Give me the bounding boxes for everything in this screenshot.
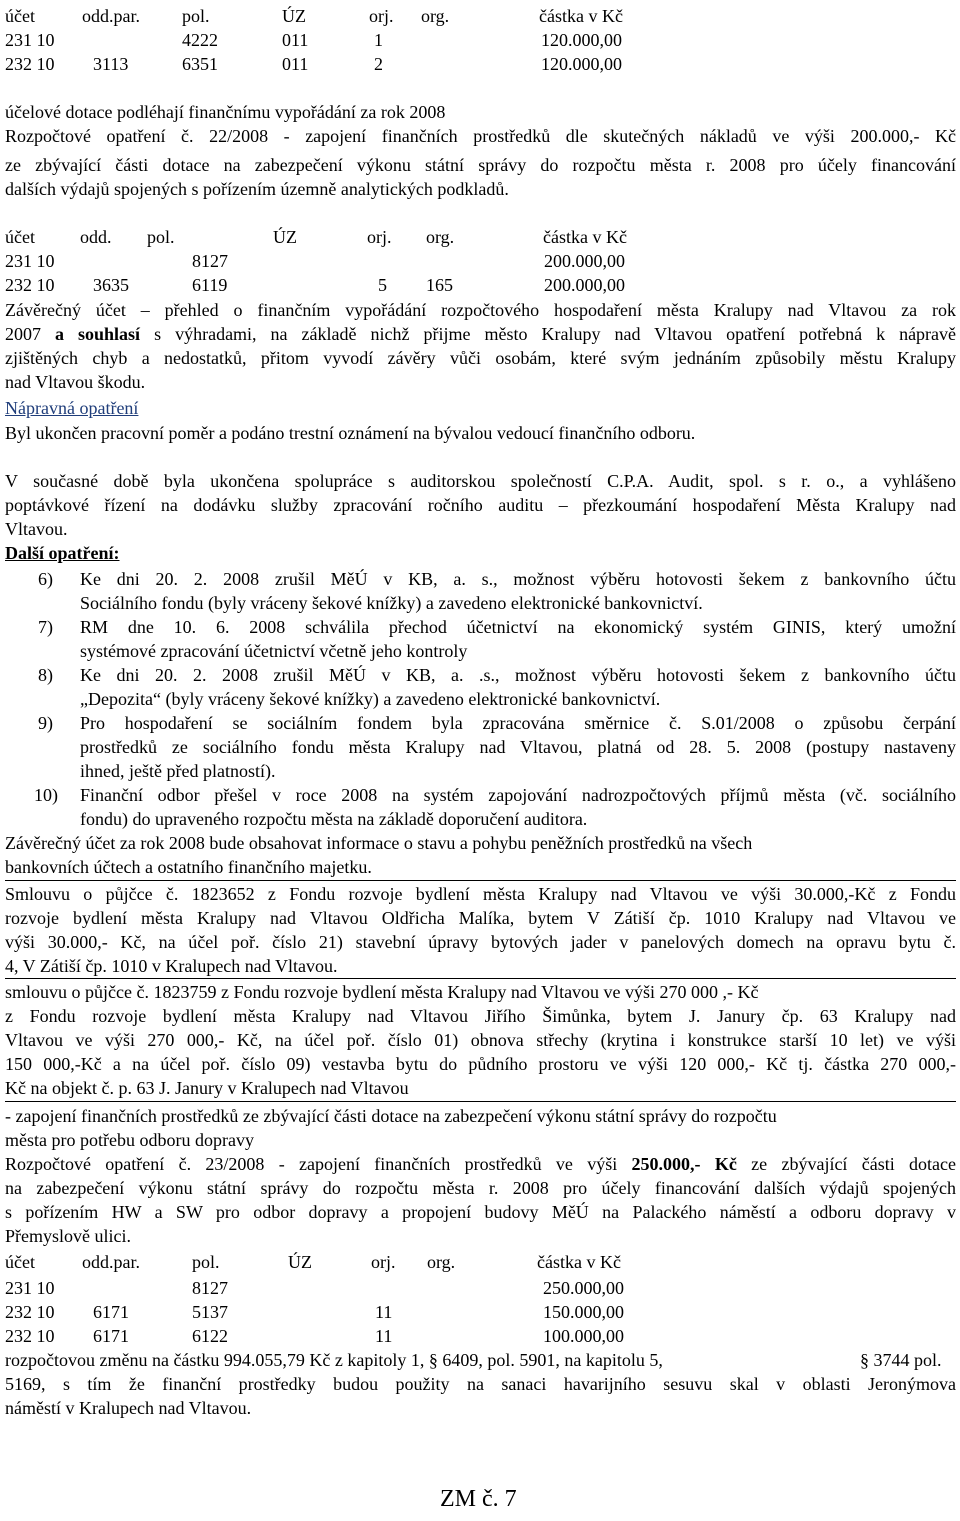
col-oddpar: odd.par. — [82, 1252, 140, 1272]
cell-castka: 250.000,00 — [543, 1278, 624, 1298]
text-line: nad Vltavou škodu. — [5, 372, 146, 392]
list-number: 9) — [38, 713, 53, 733]
cell-oddpar: 6171 — [93, 1302, 129, 1322]
list-item: Ke dni 20. 2. 2008 zrušil MěÚ v KB, a. .s., možnost výběru hotovosti šekem z bankovního účtu — [80, 665, 956, 685]
list-number: 10) — [34, 785, 58, 805]
col-castka: částka v Kč — [543, 227, 627, 247]
divider — [5, 880, 956, 881]
text-line: 5169, s tím že finanční prostředky budou použity na sanaci havarijního sesuvu skal v oblasti Jeronýmova — [5, 1374, 956, 1394]
col-castka: částka v Kč — [539, 6, 623, 26]
col-pol: pol. — [182, 6, 210, 26]
col-orj: orj. — [369, 6, 394, 26]
cell-pol: 8127 — [192, 1278, 228, 1298]
list-item: systémové zpracování účetnictví včetně jeho kontroly — [80, 641, 468, 661]
divider — [5, 978, 956, 979]
text-line: smlouvu o půjčce č. 1823759 z Fondu rozvoje bydlení města Kralupy nad Vltavou ve výši 270 000 ,- Kč — [5, 982, 759, 1002]
text-line: Přemyslově ulici. — [5, 1226, 131, 1246]
col-ucet: účet — [5, 1252, 35, 1272]
text-line: Kč na objekt č. p. 63 J. Janury v Kralupech nad Vltavou — [5, 1078, 409, 1098]
text-line: rozpočtovou změnu na částku 994.055,79 Kč z kapitoly 1, § 6409, pol. 5901, na kapitolu 5, — [5, 1350, 663, 1370]
col-uz: ÚZ — [288, 1252, 312, 1272]
cell-castka: 120.000,00 — [541, 30, 622, 50]
text-line: § 3744 pol. — [860, 1350, 942, 1370]
bold-amount: 250.000,- Kč — [631, 1154, 737, 1174]
cell-orj: 5 — [378, 275, 387, 295]
text-line: Vltavou ve výši 270 000,- Kč, na účel poř. číslo 01) obnova střechy (krytina i konstrukce starší 10 let) ve výši — [5, 1030, 956, 1050]
col-org: org. — [426, 227, 455, 247]
list-number: 6) — [38, 569, 53, 589]
list-item: Sociálního fondu (byly vráceny šekové knížky) a zavedeno elektronické bankovnictví. — [80, 593, 703, 613]
list-item: Finanční odbor přešel v roce 2008 na systém zapojování nadrozpočtových příjmů města (vč. sociálního — [80, 785, 956, 805]
col-oddpar: odd.par. — [82, 6, 140, 26]
col-castka: částka v Kč — [537, 1252, 621, 1272]
text-line: Byl ukončen pracovní poměr a podáno trestní oznámení na bývalou vedoucí finančního odboru. — [5, 423, 696, 443]
text-line: Rozpočtové opatření č. 23/2008 - zapojení finančních prostředků ve výši 250.000,- Kč ze zbývající části dotace — [5, 1154, 957, 1174]
list-item: Pro hospodaření se sociálním fondem byla zpracována směrnice č. S.01/2008 o způsobu čerpání — [80, 713, 956, 733]
text-line: 4, V Zátiší čp. 1010 v Kralupech nad Vltavou. — [5, 956, 338, 976]
text-line: Závěrečný účet za rok 2008 bude obsahovat informace o stavu a pohybu peněžních prostředků na všech — [5, 833, 753, 853]
text-line: 2007 a souhlasí s výhradami, na základě nichž přijme město Kralupy nad Vltavou opatření potřebná k nápravě — [5, 324, 957, 344]
cell-oddpar: 6171 — [93, 1326, 129, 1346]
text-line: ze zbývající části dotace na zabezpečení výkonu státní správy do rozpočtu města r. 2008 pro účely financování — [5, 155, 956, 175]
col-ucet: účet — [5, 227, 35, 247]
col-pol: pol. — [192, 1252, 220, 1272]
cell-org: 165 — [426, 275, 453, 295]
text-line: Závěrečný účet – přehled o finančním vypořádání rozpočtového hospodaření města Kralupy nad Vltavou za rok — [5, 300, 956, 320]
cell-ucet: 231 10 — [5, 1278, 55, 1298]
cell-ucet: 232 10 — [5, 275, 55, 295]
cell-castka: 100.000,00 — [543, 1326, 624, 1346]
cell-castka: 150.000,00 — [543, 1302, 624, 1322]
cell-orj: 11 — [375, 1326, 393, 1346]
text-line: účelové dotace podléhají finančnímu vypořádání za rok 2008 — [5, 102, 446, 122]
bold-text: a souhlasí — [55, 324, 141, 344]
col-uz: ÚZ — [273, 227, 297, 247]
cell-castka: 200.000,00 — [544, 251, 625, 271]
text-line: na zabezpečení výkonu státní správy do rozpočtu města r. 2008 pro účely financování dalších výdajů spojených — [5, 1178, 956, 1198]
col-org: org. — [421, 6, 450, 26]
cell-castka: 120.000,00 — [541, 54, 622, 74]
col-orj: orj. — [367, 227, 392, 247]
page-footer: ZM č. 7 — [440, 1486, 517, 1512]
text-line: 150 000,-Kč a na účel poř. číslo 09) vestavba bytu do půdního prostoru ve výši 120 000,- Kč tj. částka 270 000,- — [5, 1054, 956, 1074]
cell-pol: 6351 — [182, 54, 218, 74]
list-item: „Depozita“ (byly vráceny šekové knížky) a zavedeno elektronické bankovnictví. — [80, 689, 661, 709]
col-uz: ÚZ — [282, 6, 306, 26]
cell-uz: 011 — [282, 30, 309, 50]
text-line: - zapojení finančních prostředků ze zbývající části dotace na zabezpečení výkonu státní správy do rozpočtu — [5, 1106, 777, 1126]
cell-ucet: 231 10 — [5, 251, 55, 271]
divider — [5, 1101, 956, 1102]
text-line: výši 30.000,- Kč, na účel poř. číslo 21) stavební úpravy bytových jader v panelových domech na opravu bytu č. — [5, 932, 956, 952]
cell-oddpar: 3113 — [93, 54, 129, 74]
cell-pol: 8127 — [192, 251, 228, 271]
text-line: bankovních účtech a ostatního finančního majetku. — [5, 857, 372, 877]
text-line: města pro potřebu odboru dopravy — [5, 1130, 254, 1150]
col-org: org. — [427, 1252, 456, 1272]
cell-pol: 6119 — [192, 275, 228, 295]
section-heading: Nápravná opatření — [5, 398, 139, 418]
text-line: zjištěných chyb a nedostatků, přitom vyvodí závěry vůči osobám, které svým jednáním způsobily městu Kralupy — [5, 348, 956, 368]
text-line: rozvoje bydlení města Kralupy nad Vltavou Oldřicha Malíka, bytem V Zátiší čp. 1010 Kralupy nad Vltavou ve — [5, 908, 956, 928]
text-line: Smlouvu o půjčce č. 1823652 z Fondu rozvoje bydlení města Kralupy nad Vltavou ve výši 30.000,-Kč z Fondu — [5, 884, 956, 904]
cell-orj: 11 — [375, 1302, 393, 1322]
cell-orj: 1 — [374, 30, 383, 50]
col-orj: orj. — [371, 1252, 396, 1272]
text-line: Rozpočtové opatření č. 22/2008 - zapojení finančních prostředků dle skutečných nákladů ve výši 200.000,- Kč — [5, 126, 956, 146]
text-line: Vltavou. — [5, 519, 68, 539]
list-item: ihned, ještě před platností). — [80, 761, 276, 781]
cell-uz: 011 — [282, 54, 309, 74]
text-line: z Fondu rozvoje bydlení města Kralupy nad Vltavou Jiřího Šimůnka, bytem J. Janury čp. 63 Kralupy nad — [5, 1006, 956, 1026]
list-item: Ke dni 20. 2. 2008 zrušil MěÚ v KB, a. s., možnost výběru hotovosti šekem z bankovního účtu — [80, 569, 956, 589]
text-line: s pořízením HW a SW pro odbor dopravy a propojení budovy MěÚ na Palackého náměstí a odboru dopravy v — [5, 1202, 956, 1222]
cell-ucet: 232 10 — [5, 54, 55, 74]
list-item: prostředků ze sociálního fondu města Kralupy nad Vltavou, platná od 28. 5. 2008 (postupy nastaveny — [80, 737, 956, 757]
text-line: V současné době byla ukončena spolupráce s auditorskou společností C.P.A. Audit, spol. s r. o., a vyhlášeno — [5, 471, 956, 491]
col-pol: pol. — [147, 227, 175, 247]
cell-castka: 200.000,00 — [544, 275, 625, 295]
cell-ucet: 232 10 — [5, 1302, 55, 1322]
cell-pol: 6122 — [192, 1326, 228, 1346]
list-item: fondu) do upraveného rozpočtu města na základě doporučení auditora. — [80, 809, 588, 829]
cell-odd: 3635 — [93, 275, 129, 295]
cell-pol: 4222 — [182, 30, 218, 50]
section-heading: Další opatření: — [5, 543, 120, 563]
col-odd: odd. — [80, 227, 112, 247]
text-line: dalších výdajů spojených s pořízením územně analytických podkladů. — [5, 179, 509, 199]
cell-orj: 2 — [374, 54, 383, 74]
list-number: 8) — [38, 665, 53, 685]
cell-ucet: 232 10 — [5, 1326, 55, 1346]
text-line: náměstí v Kralupech nad Vltavou. — [5, 1398, 252, 1418]
list-number: 7) — [38, 617, 53, 637]
list-item: RM dne 10. 6. 2008 schválila přechod účetnictví na ekonomický systém GINIS, který umožní — [80, 617, 956, 637]
cell-ucet: 231 10 — [5, 30, 55, 50]
col-ucet: účet — [5, 6, 35, 26]
text-line: poptávkové řízení na dodávku služby zpracování ročního auditu – přezkoumání hospodaření Města Kralupy nad — [5, 495, 956, 515]
cell-pol: 5137 — [192, 1302, 228, 1322]
